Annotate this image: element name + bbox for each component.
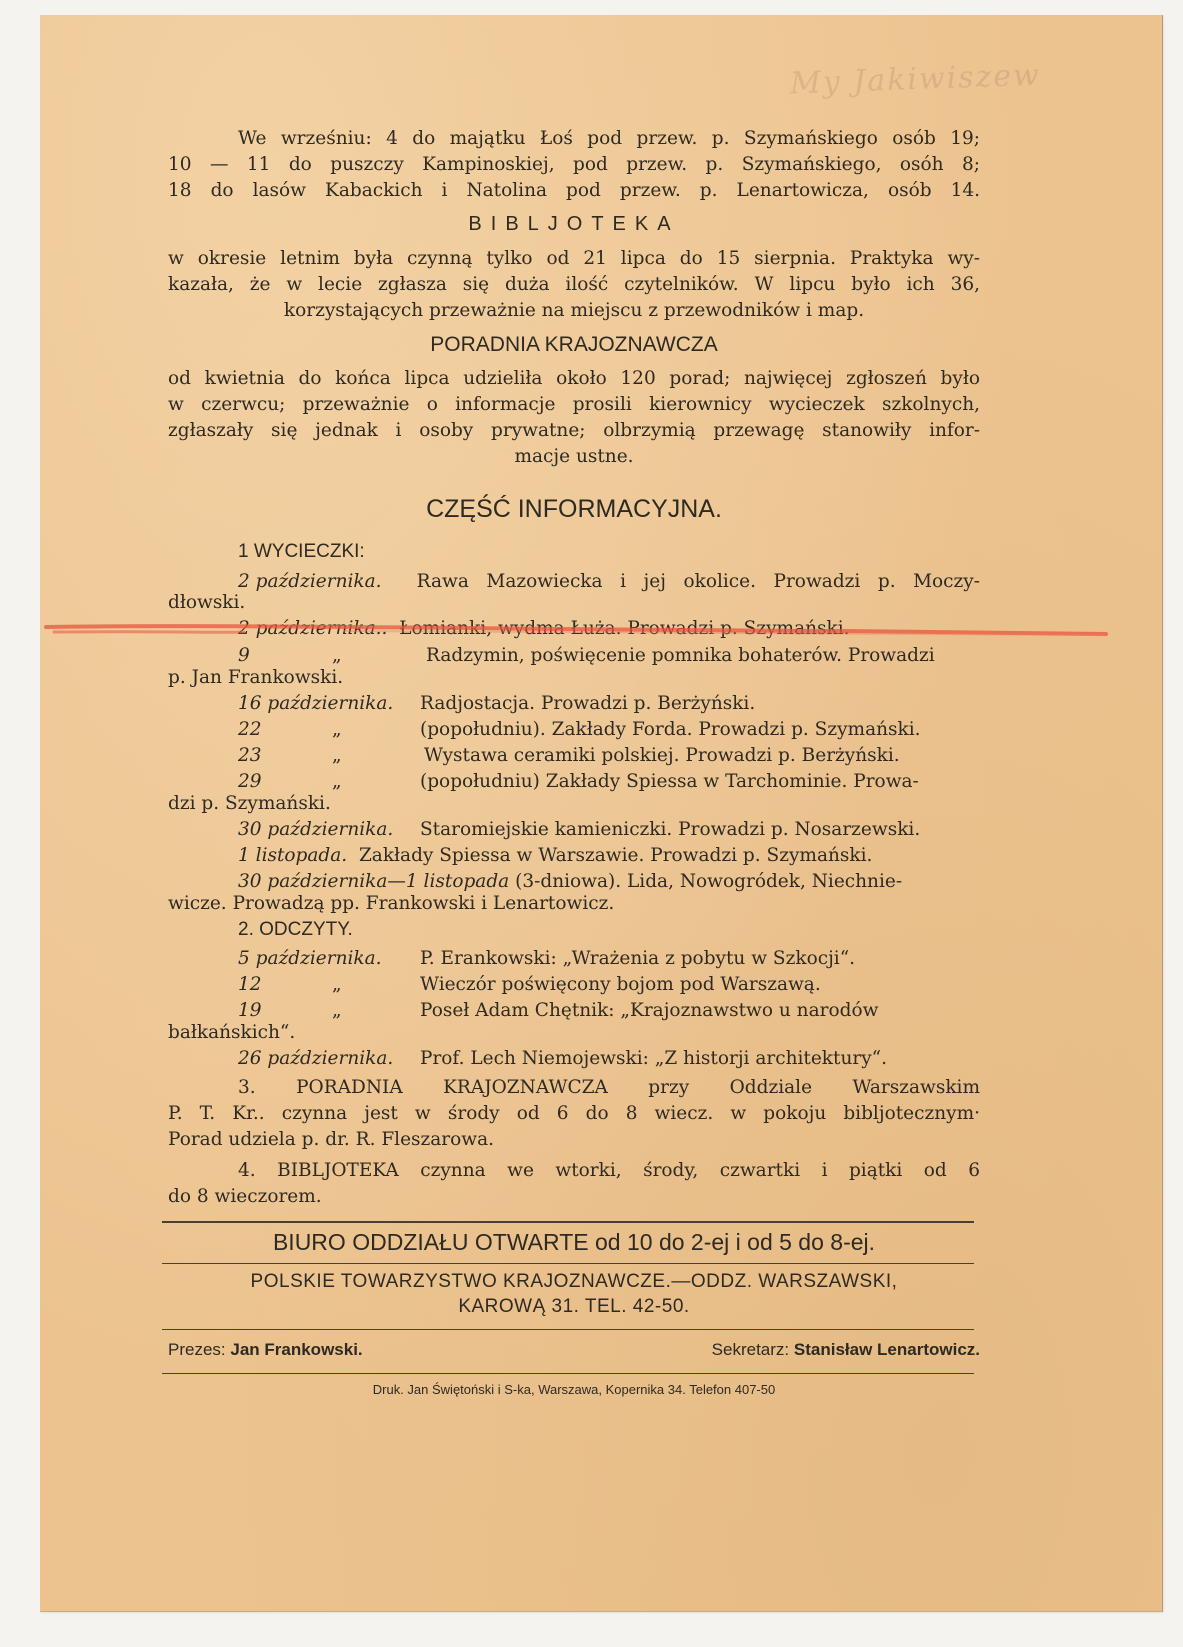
lecture-text: Prof. Lech Niemojewski: „Z historji architektury“. — [420, 1048, 887, 1069]
advice-line: w czerwcu; przeważnie o informacje prosili kierownicy wycieczek szkolnych, — [168, 394, 980, 415]
trip-item — [238, 571, 980, 593]
advice-heading: PORADNIA KRAJOZNAWCZA — [430, 333, 718, 356]
trip-text: Zakłady Spiessa w Warszawie. Prowadzi p. Szymański. — [358, 845, 873, 866]
trip-day: 23 — [238, 745, 262, 766]
library-line: korzystających przeważnie na miejscu z przewodników i map. — [283, 300, 865, 321]
lecture-text: Poseł Adam Chętnik: „Krajoznawstwo u narodów — [420, 1000, 879, 1021]
lectures-heading: 2. ODCZYTY. — [238, 919, 353, 940]
intro-line: We wrześniu: 4 do majątku Łoś pod przew. p. Szymańskiego osób 19; — [238, 128, 980, 149]
trip-date: 2 października.. — [238, 618, 388, 639]
trips-heading: 1 WYCIECZKI: — [238, 541, 365, 562]
lecture-text: P. Erankowski: „Wrażenia z pobytu w Szkocji“. — [420, 948, 856, 969]
trip-date: 30 października—1 listopada — [238, 871, 510, 892]
trip-item — [238, 871, 980, 893]
library-line: w okresie letnim była czynną tylko od 21 lipca do 15 sierpnia. Praktyka wy- — [168, 248, 980, 269]
advice-office-line: 3. PORADNIA KRAJOZNAWCZA przy Oddziale Warszawskim — [238, 1077, 980, 1098]
trip-item — [238, 719, 980, 741]
trip-continuation: dzi p. Szymański. — [168, 793, 331, 814]
trip-item — [238, 618, 980, 640]
library-hours-line: do 8 wieczorem. — [168, 1186, 322, 1207]
office-hours: BIURO ODDZIAŁU OTWARTE od 10 do 2-ej i od 5 do 8-ej. — [272, 1229, 876, 1255]
library-line: kazała, że w lecie zgłasza się duża ilość czytelników. W lipcu było ich 36, — [168, 274, 980, 295]
trip-day: 9 — [238, 645, 250, 666]
advice-line: od kwietnia do końca lipca udzieliła około 120 porad; najwięcej zgłoszeń było — [168, 368, 980, 389]
trip-item — [238, 819, 980, 841]
president-name: Jan Frankowski. — [230, 1340, 363, 1359]
trip-date: 1 listopada. — [238, 845, 348, 866]
handwritten-note-faint: My Jakiwiszew — [789, 57, 1042, 102]
ditto-mark: „ — [332, 719, 342, 740]
president-label: Prezes: — [168, 1340, 226, 1359]
trip-date: 2 października. — [238, 571, 382, 592]
trip-continuation: dłowski. — [168, 592, 246, 613]
trip-item — [238, 845, 980, 867]
lecture-item — [238, 1000, 980, 1022]
trip-item — [238, 645, 980, 667]
secretary-label: Sekretarz: — [711, 1340, 790, 1359]
library-hours-line: 4. BIBLJOTEKA czynna we wtorki, środy, czwartki i piątki od 6 — [238, 1160, 980, 1181]
advice-office-line: P. T. Kr.. czynna jest w środy od 6 do 8 wiecz. w pokoju bibljotecznym· — [168, 1103, 980, 1124]
ditto-mark: „ — [332, 1000, 342, 1021]
trip-item — [238, 745, 980, 767]
org-address-line: KAROWĄ 31. TEL. 42-50. — [458, 1296, 690, 1317]
lecture-day: 19 — [238, 1000, 262, 1021]
trip-continuation: p. Jan Frankowski. — [168, 667, 344, 688]
printer-imprint: Druk. Jan Świętoński i S-ka, Warszawa, Kopernika 34. Telefon 407-50 — [372, 1382, 776, 1397]
lecture-item — [238, 974, 980, 996]
intro-line: 18 do lasów Kabackich i Natolina pod przew. p. Lenartowicza, osób 14. — [168, 180, 980, 201]
lecture-date: 5 października. — [238, 948, 382, 969]
ditto-mark: „ — [332, 974, 342, 995]
secretary-name: Stanisław Lenartowicz. — [793, 1340, 980, 1359]
trip-date: 30 października. — [238, 819, 394, 840]
ditto-mark: „ — [332, 745, 342, 766]
trip-text: Radjostacja. Prowadzi p. Berżyński. — [420, 693, 756, 714]
signatories-row — [168, 1338, 980, 1362]
divider-rule — [162, 1221, 974, 1223]
org-name-line: POLSKIE TOWARZYSTWO KRAJOZNAWCZE.—ODDZ. WARSZAWSKI, — [250, 1271, 898, 1292]
lecture-day: 12 — [238, 974, 262, 995]
trip-day: 22 — [238, 719, 262, 740]
trip-text: (popołudniu). Zakłady Forda. Prowadzi p. Szymański. — [420, 719, 921, 740]
divider-rule — [162, 1263, 974, 1264]
lecture-item — [238, 1048, 980, 1070]
trip-text: Radzymin, poświęcenie pomnika bohaterów. Prowadzi — [426, 645, 935, 666]
trip-item — [238, 693, 980, 715]
trip-text: Łomianki, wydma Łuża. Prowadzi p. Szymański. — [399, 618, 850, 639]
trip-text: (3-dniowa). Lida, Nowogródek, Niechnie- — [515, 871, 903, 892]
trip-continuation: wicze. Prowadzą pp. Frankowski i Lenartowicz. — [168, 893, 615, 914]
info-heading: CZĘŚĆ INFORMACYJNA. — [426, 495, 722, 523]
advice-line: zgłaszały się jednak i osoby prywatne; olbrzymią przewagę stanowiły infor- — [168, 420, 980, 441]
advice-office-line: Porad udziela p. dr. R. Fleszarowa. — [168, 1129, 495, 1150]
trip-day: 29 — [238, 771, 262, 792]
trip-text: Rawa Mazowiecka i jej okolice. Prowadzi p. Moczy- — [416, 571, 980, 592]
advice-line: macje ustne. — [514, 446, 634, 467]
ditto-mark: „ — [332, 645, 342, 666]
lecture-date: 26 października. — [238, 1048, 394, 1069]
trip-text: Wystawa ceramiki polskiej. Prowadzi p. Berżyński. — [424, 745, 900, 766]
lecture-text: Wieczór poświęcony bojom pod Warszawą. — [420, 974, 821, 995]
trip-item — [238, 771, 980, 793]
lecture-continuation: bałkańskich“. — [168, 1022, 296, 1043]
library-heading: BIBLJOTEKA — [468, 213, 680, 235]
divider-rule — [162, 1329, 974, 1330]
lecture-item — [238, 948, 980, 970]
divider-rule — [162, 1373, 974, 1374]
ditto-mark: „ — [332, 771, 342, 792]
trip-text: Staromiejskie kamieniczki. Prowadzi p. Nosarzewski. — [420, 819, 921, 840]
trip-text: (popołudniu) Zakłady Spiessa w Tarchominie. Prowa- — [420, 771, 919, 792]
intro-line: 10 — 11 do puszczy Kampinoskiej, pod przew. p. Szymańskiego, osóh 8; — [168, 154, 980, 175]
trip-date: 16 października. — [238, 693, 394, 714]
